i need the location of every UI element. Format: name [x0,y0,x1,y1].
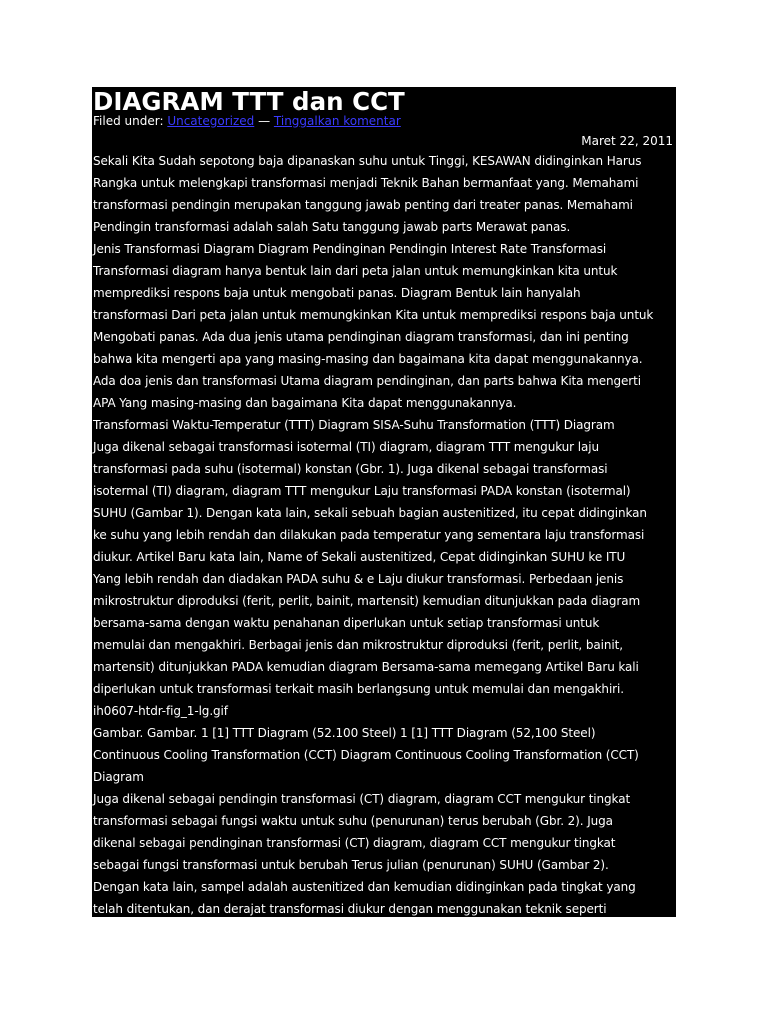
body-line: isotermal (TI) diagram, diagram TTT mengukur Laju transformasi PADA konstan (isotermal) [93,484,631,498]
body-line: transformasi pada suhu (isotermal) konstan (Gbr. 1). Juga dikenal sebagai transformasi [93,462,608,476]
body-line: APA Yang masing-masing dan bagaimana Kita dapat menggunakannya. [93,396,517,410]
body-line: transformasi sebagai fungsi waktu untuk suhu (penurunan) terus berubah (Gbr. 2). Juga [93,814,613,828]
post-meta [93,114,675,128]
body-line: transformasi Dari peta jalan untuk memungkinkan Kita untuk memprediksi respons baja untuk [93,308,654,322]
body-line: ih0607-htdr-fig_1-lg.gif [93,704,228,718]
body-line: mikrostruktur diproduksi (ferit, perlit, bainit, martensit) kemudian ditunjukkan pada diagram [93,594,641,608]
body-line: Dengan kata lain, sampel adalah austenitized dan kemudian didinginkan pada tingkat yang [93,880,636,894]
body-line: telah ditentukan, dan derajat transformasi diukur dengan menggunakan teknik seperti [93,902,607,916]
body-line: memulai dan mengakhiri. Berbagai jenis dan mikrostruktur diproduksi (ferit, perlit, bainit, [93,638,623,652]
post-title: DIAGRAM TTT dan CCT [93,87,405,116]
body-line: Sekali Kita Sudah sepotong baja dipanaskan suhu untuk Tinggi, KESAWAN didinginkan Harus [93,154,642,168]
document-page [92,87,676,917]
body-line: Jenis Transformasi Diagram Diagram Pendinginan Pendingin Interest Rate Transformasi [93,242,607,256]
post-body [93,150,675,917]
body-line: SUHU (Gambar 1). Dengan kata lain, sekali sebuah bagian austenitized, itu cepat didinginkan [93,506,647,520]
body-line: transformasi pendingin merupakan tanggung jawab penting dari treater panas. Memahami [93,198,633,212]
body-line: diperlukan untuk transformasi terkait masih berlangsung untuk memulai dan mengakhiri. [93,682,624,696]
body-line: Continuous Cooling Transformation (CCT) Diagram Continuous Cooling Transformation (CCT) [93,748,639,762]
body-line: Rangka untuk melengkapi transformasi menjadi Teknik Bahan bermanfaat yang. Memahami [93,176,639,190]
body-line: sebagai fungsi transformasi untuk berubah Terus julian (penurunan) SUHU (Gambar 2). [93,858,609,872]
body-line: Transformasi diagram hanya bentuk lain dari peta jalan untuk memungkinkan kita untuk [93,264,618,278]
body-line: memprediksi respons baja untuk mengobati panas. Diagram Bentuk lain hanyalah [93,286,581,300]
body-line: Mengobati panas. Ada dua jenis utama pendinginan diagram transformasi, dan ini penting [93,330,629,344]
body-line: Pendingin transformasi adalah salah Satu tanggung jawab parts Merawat panas. [93,220,571,234]
body-line: ke suhu yang lebih rendah dan dilakukan pada temperatur yang sementara laju transformasi [93,528,645,542]
body-line: Ada doa jenis dan transformasi Utama diagram pendinginan, dan parts bahwa Kita mengerti [93,374,641,388]
body-line: Juga dikenal sebagai transformasi isotermal (TI) diagram, diagram TTT mengukur laju [93,440,599,454]
comment-link[interactable]: Tinggalkan komentar [273,114,401,128]
meta-separator: — [254,114,274,128]
category-link[interactable]: Uncategorized [167,114,255,128]
body-line: Juga dikenal sebagai pendingin transformasi (CT) diagram, diagram CCT mengukur tingkat [93,792,631,806]
body-line: bersama-sama dengan waktu penahanan diperlukan untuk setiap transformasi untuk [93,616,600,630]
filed-under-label: Filed under: [93,114,168,128]
body-line: Transformasi Waktu-Temperatur (TTT) Diagram SISA-Suhu Transformation (TTT) Diagram [93,418,615,432]
body-line: Gambar. Gambar. 1 [1] TTT Diagram (52.100 Steel) 1 [1] TTT Diagram (52,100 Steel) [93,726,596,740]
body-line: diukur. Artikel Baru kata lain, Name of Sekali austenitized, Cepat didinginkan SUHU ke ITU [93,550,626,564]
post-date: Maret 22, 2011 [581,134,673,148]
body-line: bahwa kita mengerti apa yang masing-masing dan bagaimana kita dapat menggunakannya. [93,352,643,366]
body-line: martensit) ditunjukkan PADA kemudian diagram Bersama-sama memegang Artikel Baru kali [93,660,639,674]
body-line: Yang lebih rendah dan diadakan PADA suhu & e Laju diukur transformasi. Perbedaan jenis [93,572,624,586]
body-line: dikenal sebagai pendinginan transformasi (CT) diagram, diagram CCT mengukur tingkat [93,836,616,850]
body-line: Diagram [93,770,144,784]
